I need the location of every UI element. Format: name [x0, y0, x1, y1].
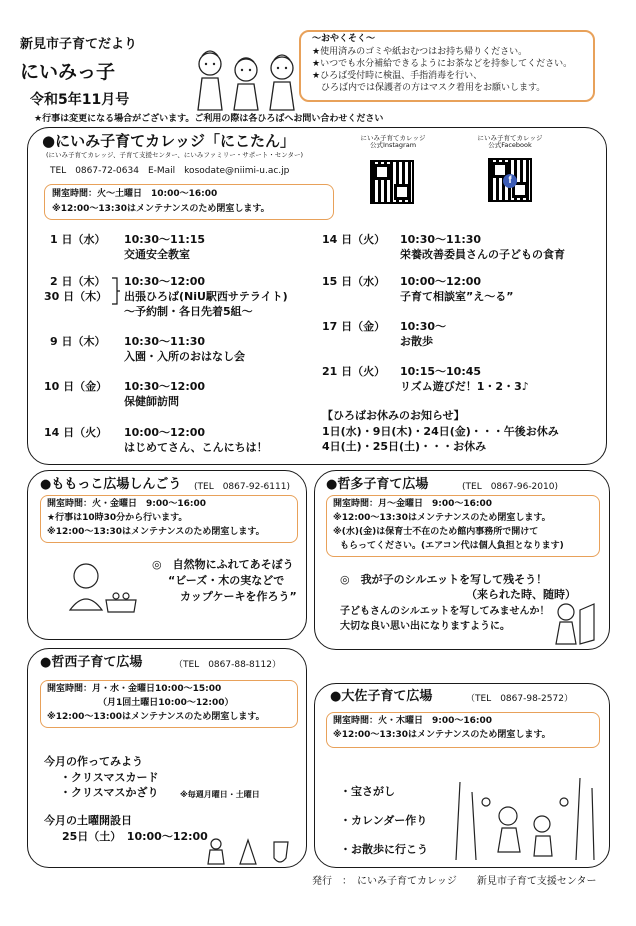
nicotan-contact: TEL 0867-72-0634 E-Mail kosodate@niimi-u.ac.jp — [50, 166, 290, 176]
event-time: 10:00～12:00 — [124, 426, 206, 439]
teta-note: ※(水)(金)は保育士不在のため館内事務所で開けて — [333, 527, 539, 537]
event-name: 保健師訪問 — [124, 395, 179, 408]
craft-title: 今月の作ってみよう — [44, 755, 143, 768]
nicotan-maintenance: ※12:00～13:30はメンテナンスのため閉室します。 — [52, 204, 270, 214]
event-time: 10:00～12:00 — [400, 275, 482, 288]
qr-facebook-label: にいみ子育てカレッジ 公式Facebook — [477, 134, 543, 150]
rules-heading: ～おやくそく～ — [312, 34, 376, 44]
event-name: 栄養改善委員さんの子どもの食育 — [400, 248, 565, 261]
event-name: リズム遊びだ！1・2・3♪ — [400, 380, 529, 393]
instagram-qr-code[interactable] — [370, 160, 414, 204]
saturday-date: 25日（土） 10:00～12:00 — [62, 830, 208, 843]
momokko-event-title: ◎ 自然物にふれてあそぼう — [152, 558, 294, 571]
rule-item: ★ひろば受付時に検温、手指消毒を行い、 — [312, 71, 483, 81]
teta-note: もらってください。(エアコン代は個人負担となります) — [340, 541, 564, 551]
event-time: 10:30～12:00 — [124, 275, 206, 288]
teta-tel: (TEL 0867-96-2010) — [462, 482, 558, 492]
event-time: 10:15～10:45 — [400, 365, 482, 378]
craft-item: ・クリスマスかざり — [60, 786, 159, 799]
child-crafting-illustration — [56, 560, 146, 620]
closed-days: 4日(土)・25日(土)・・・お休み — [322, 440, 487, 453]
osa-activity: ・お散歩に行こう — [340, 843, 428, 856]
osa-maintenance: ※12:00～13:30はメンテナンスのため閉室します。 — [333, 730, 551, 740]
event-time: 10:30～11:30 — [124, 335, 206, 348]
teta-maintenance: ※12:00～13:30はメンテナンスのため閉室します。 — [333, 513, 551, 523]
event-name: お散歩 — [400, 335, 433, 348]
craft-note: ※毎週月曜日・土曜日 — [180, 790, 260, 799]
qr-instagram-label: にいみ子育てカレッジ 公式Instagram — [360, 134, 426, 150]
nicotan-title: ●にいみ子育てカレッジ「にこたん」 — [42, 132, 295, 150]
event-date: 9 日（木） — [50, 335, 106, 348]
rule-item: ★いつでも水分補給できるようにお茶などを持参してください。 — [312, 59, 573, 69]
date-bracket — [110, 276, 120, 306]
forest-walk-illustration — [446, 772, 602, 862]
rule-item: ひろば内では保護者の方はマスク着用をお願いします。 — [312, 83, 546, 93]
momokko-title: ●ももっこ広場しんごう — [40, 477, 182, 492]
kids-illustration — [188, 44, 308, 112]
facebook-icon: f — [503, 174, 517, 188]
momokko-hours: 開室時間：火・金曜日 9:00～16:00 — [47, 499, 207, 509]
teta-title: ●哲多子育て広場 — [326, 477, 429, 492]
event-date: 1 日（水） — [50, 233, 106, 246]
event-date: 10 日（金） — [44, 380, 108, 393]
osa-activity: ・宝さがし — [340, 785, 395, 798]
event-date: 15 日（水） — [322, 275, 386, 288]
event-date: 14 日（火） — [322, 233, 386, 246]
newsletter-title: にいみっ子 — [20, 61, 116, 83]
teta-event-sub: （来られた時、随時） — [466, 588, 576, 601]
teta-event-title: ◎ 我が子のシルエットを写して残そう！ — [340, 573, 548, 586]
momokko-tel: (TEL 0867-92-6111) — [194, 482, 290, 492]
silhouette-illustration — [548, 600, 598, 646]
tessei-maintenance: ※12:00～13:00はメンテナンスのため閉室します。 — [47, 712, 265, 722]
nicotan-subtitle: (にいみ子育てカレッジ、子育て支援センター、にいみファミリー・サポート・センター) — [46, 151, 304, 159]
tessei-saturday-hours: （月1回土曜日10:00～12:00） — [98, 698, 234, 708]
event-name: はじめてさん、こんにちは！ — [124, 441, 268, 454]
closed-afternoon: 1日(水)・9日(木)・24日(金)・・・午後お休み — [322, 425, 559, 438]
saturday-title: 今月の土曜開設日 — [44, 814, 132, 827]
event-date: 17 日（金） — [322, 320, 386, 333]
publisher-footer: 発行 ： にいみ子育てカレッジ 新見市子育て支援センター — [312, 876, 597, 887]
osa-tel: （TEL 0867-98-2572） — [466, 694, 573, 704]
teta-event-line: 子どもさんのシルエットを写してみませんか！ — [340, 606, 550, 617]
tessei-title: ●哲西子育て広場 — [40, 655, 143, 670]
teta-hours: 開室時間：月～金曜日 9:00～16:00 — [333, 499, 493, 509]
craft-item: ・クリスマスカード — [60, 771, 159, 784]
event-date: 14 日（火） — [44, 426, 108, 439]
event-name: 交通安全教室 — [124, 248, 190, 261]
teta-event-line: 大切な良い思い出になりますように。 — [340, 621, 510, 632]
tessei-hours: 開室時間：月・水・金曜日10:00～15:00 — [47, 684, 222, 694]
momokko-event-line: “ビーズ・木の実などで — [168, 574, 285, 587]
event-name: 出張ひろば(NiU駅西サテライト) — [124, 290, 288, 303]
momokko-event-line: カップケーキを作ろう” — [180, 590, 297, 603]
event-name: 入園・入所のおはなし会 — [124, 350, 245, 363]
change-notice: ★行事は変更になる場合がございます。ご利用の際は各ひろばへお問い合わせください — [34, 114, 384, 124]
event-time: 10:30～11:30 — [400, 233, 482, 246]
newsletter-series-title: 新見市子育てだより — [20, 37, 138, 52]
event-time: 10:30～11:15 — [124, 233, 206, 246]
event-date: 30 日（木） — [44, 290, 108, 303]
rule-item: ★使用済みのゴミや紙おむつはお持ち帰りください。 — [312, 47, 528, 57]
momokko-maintenance: ※12:00～13:30はメンテナンスのため閉室します。 — [47, 527, 265, 537]
osa-hours: 開室時間：火・木曜日 9:00～16:00 — [333, 716, 493, 726]
event-time: 10:30～12:00 — [124, 380, 206, 393]
osa-activity: ・カレンダー作り — [340, 814, 428, 827]
issue-label: 令和5年11月号 — [30, 92, 130, 108]
osa-title: ●大佐子育て広場 — [330, 689, 433, 704]
nicotan-hours: 開室時間：火～土曜日 10:00～16:00 — [52, 189, 218, 199]
closed-title: 【ひろばお休みのお知らせ】 — [322, 409, 465, 422]
momokko-note: ★行事は10時30分から行います。 — [47, 513, 188, 523]
event-date: 2 日（木） — [50, 275, 106, 288]
christmas-illustration — [204, 836, 300, 866]
event-date: 21 日（火） — [322, 365, 386, 378]
event-name: 子育て相談室”え～る” — [400, 290, 514, 303]
tessei-tel: （TEL 0867-88-8112） — [174, 660, 281, 670]
event-time: 10:30～ — [400, 320, 447, 333]
event-note: ～予約制・各日先着5組～ — [124, 305, 253, 318]
